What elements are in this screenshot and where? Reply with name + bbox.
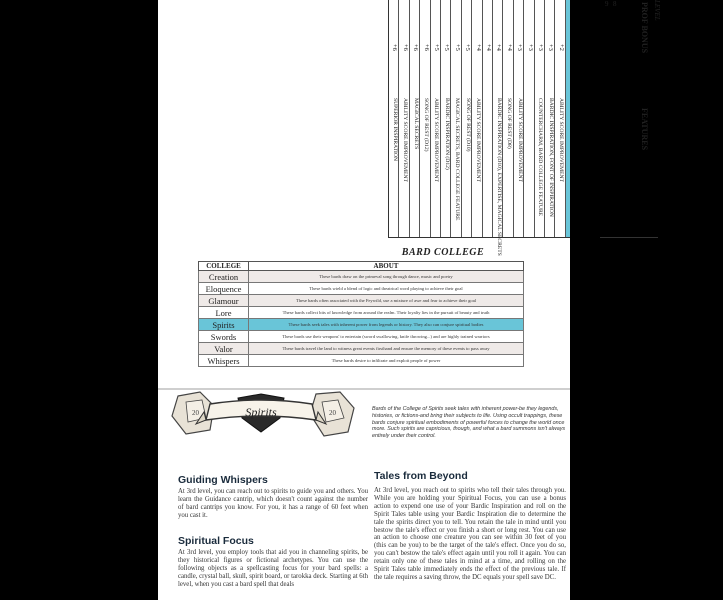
feature-text-label: ABILITY SCORE IMPROVEMENT	[402, 98, 409, 183]
progression-row	[493, 0, 503, 256]
college-about: These bards use their weapons' to entertain (sword swallowing, knife throwing...) and are highly trained warriors	[249, 331, 524, 343]
college-name: Swords	[199, 331, 249, 343]
progression-row	[399, 0, 409, 237]
prof-bonus-text: +3	[516, 44, 524, 51]
prof-bonus-text: +5	[453, 44, 461, 51]
progression-row	[451, 0, 461, 237]
spirits-banner	[166, 390, 356, 448]
college-name: Spirits	[199, 319, 249, 331]
d20-dice-icon	[310, 392, 354, 436]
college-column-header: COLLEGE	[199, 262, 249, 271]
guiding-whispers-heading: Guiding Whispers	[178, 474, 268, 486]
prof-bonus-text: +6	[422, 44, 430, 51]
feature-text-label: BARDIC INSPIRATION, FONT OF INSPIRATION	[547, 98, 554, 217]
prof-bonus-text: +4	[495, 44, 503, 51]
prof-bonus-text: +2	[557, 44, 565, 51]
feature-text-label: ABILITY SCORE IMPROVEMENT	[558, 98, 565, 183]
college-of-spirits-lore: Bards of the College of Spirits seek tales with inherent power-be they legends, histories, or fictions-and bring their subjects to life. Using occult trappings, these bards conjure spiritual embodiments of powerful forces to change the world once more. Such spirits are capricious, though, and what a bard summons isn't always entirely under their control.	[372, 406, 566, 440]
prof-bonus-text: +5	[464, 44, 472, 51]
progression-row	[524, 0, 534, 237]
spiritual-focus-text: At 3rd level, you employ tools that aid you in channeling spirits, be they historical figures or fictional archetypes. You can use the following objects as a spellcasting focus for your bard spells: a candle, crystal ball, skull, spirit board, or tarokka deck. Starting at 6th level, when you cast a bard spell that deals	[178, 549, 368, 588]
progression-row	[441, 0, 451, 237]
feature-text-label: MAGICAL SECRETS	[412, 98, 419, 150]
progression-row	[472, 0, 482, 237]
progression-row	[410, 0, 420, 237]
bard-college-title: BARD COLLEGE	[401, 247, 485, 258]
feature-text-label: ABILITY SCORE IMPROVEMENT	[433, 98, 440, 183]
level-digit: 9	[605, 0, 609, 8]
prof-bonus-header-text: PROF BONUS	[640, 2, 649, 54]
prof-bonus-text: +6	[412, 44, 420, 51]
feature-text-label: ABILITY SCORE IMPROVEMENT	[475, 98, 482, 183]
feature-text-label: BARDIC INSPIRATION (D12)	[443, 98, 450, 170]
prof-bonus-text: +4	[484, 44, 492, 51]
spirits-banner-title: Spirits	[245, 405, 277, 419]
bard-college-row	[199, 319, 524, 331]
progression-row	[389, 0, 399, 237]
college-about: These bards wield a blend of logic and theatrical word playing to achieve their goal	[249, 283, 524, 295]
bard-college-row	[199, 307, 524, 319]
spiritual-focus-heading: Spiritual Focus	[178, 535, 254, 547]
bard-college-row	[199, 271, 524, 283]
progression-row	[555, 0, 565, 237]
svg-text:20: 20	[329, 409, 336, 417]
prof-bonus-text: +3	[536, 44, 544, 51]
bard-college-row	[199, 343, 524, 355]
progression-row	[420, 0, 430, 237]
progression-row	[462, 0, 472, 237]
college-name: Glamour	[199, 295, 249, 307]
features-header-text: FEATURES	[640, 108, 649, 151]
prof-bonus-text: +5	[432, 44, 440, 51]
progression-header-column	[597, 0, 659, 237]
college-name: Valor	[199, 343, 249, 355]
prof-bonus-text: +3	[526, 44, 534, 51]
feature-text-label: SUPERIOR INSPIRATION	[391, 98, 398, 161]
spirits-page	[158, 390, 570, 600]
progression-row	[431, 0, 441, 237]
college-about: These bards often associated with the Feywild, use a mixture of awe and fear to achieve their goal	[249, 295, 524, 307]
level-header-text: LEVEL	[653, 0, 661, 21]
feature-text-label: ABILITY SCORE IMPROVEMENT	[516, 98, 523, 183]
feature-text-label: MAGICAL SECRETS, BARD COLLEGE FEATURE	[454, 98, 461, 221]
prof-bonus-text: +5	[443, 44, 451, 51]
bard-college-table	[198, 261, 524, 367]
feature-text-label: SONG OF REST (D8)	[506, 98, 513, 149]
prof-bonus-text: +6	[391, 44, 399, 51]
feature-text-label: BARDIC INSPIRATION (D10), EXPERTISE, MAGICAL SECRETS	[495, 98, 502, 256]
bard-college-row	[199, 331, 524, 343]
guiding-whispers-text: At 3rd level, you can reach out to spirits to guide you and others. You learn the Guidance cantrip, which doesn't count against the number of bard cantrips you know. For you, it has a range of 60 feet when you cast it.	[178, 488, 368, 519]
about-column-header: ABOUT	[249, 262, 524, 271]
prof-bonus-text: +3	[547, 44, 555, 51]
tales-from-beyond-text: At 3rd level, you reach out to spirits who tell their tales through you. While you are holding your Spiritual Focus, you can use a bonus action to expend one use of your Bardic Inspiration and roll on the Spirit Tales table using your Bardic Inspiration die to determine the tale the spirits direct you to tell. You retain the tale in mind until you bestow the tale's effect or you finish a short or long rest. You can use an action to choose one creature you can see within 30 feet of you (this can be you) to be the target of the tale's effect. Once you do so, you can't bestow the tale's effect again until you roll it again. You can retain only one of these tales in mind at a time, and rolling on the Spirit Tales table immediately ends the effect of the previous tale. If the tale requires a saving throw, the DC equals your spell save DC.	[374, 487, 566, 581]
college-name: Whispers	[199, 355, 249, 367]
progression-row	[545, 0, 555, 237]
svg-text:20: 20	[192, 409, 199, 417]
college-about: These bards draw on the primeval song through dance, music and poetry	[249, 271, 524, 283]
bard-progression-table	[388, 0, 661, 256]
tales-from-beyond-heading: Tales from Beyond	[374, 470, 468, 482]
level-digit: 8	[613, 0, 617, 8]
bard-college-row	[199, 295, 524, 307]
college-name: Lore	[199, 307, 249, 319]
bard-college-row	[199, 283, 524, 295]
feature-text-label: COUNTERCHARM, BARD COLLEGE FEATURE	[537, 98, 544, 217]
college-about: These bards seek tales with inherent power from legends or history. They also can conjure spiritual bodies	[249, 319, 524, 331]
viewer-right-edge	[570, 0, 600, 600]
bard-class-page	[158, 0, 661, 388]
bard-college-row	[199, 355, 524, 367]
prof-bonus-text: +6	[401, 44, 409, 51]
prof-bonus-text: +4	[474, 44, 482, 51]
progression-row	[535, 0, 545, 237]
college-about: These bards desire to infiltrate and exploit people of power	[249, 355, 524, 367]
college-about: These bards collect bits of knowledge from around the realm. Their loyalty lies in the pursuit of beauty and truth	[249, 307, 524, 319]
college-name: Creation	[199, 271, 249, 283]
progression-row	[514, 0, 524, 237]
college-about: These bards travel the land to witness great events firsthand and ensure the memory of these events to pass away	[249, 343, 524, 355]
progression-row	[483, 0, 493, 237]
bard-college-header-row	[199, 262, 524, 271]
feature-text-label: SONG OF REST (D10)	[464, 98, 471, 152]
feature-text-label: SONG OF REST (D12)	[423, 98, 430, 152]
college-name: Eloquence	[199, 283, 249, 295]
prof-bonus-text: +4	[505, 44, 513, 51]
progression-row	[503, 0, 513, 237]
